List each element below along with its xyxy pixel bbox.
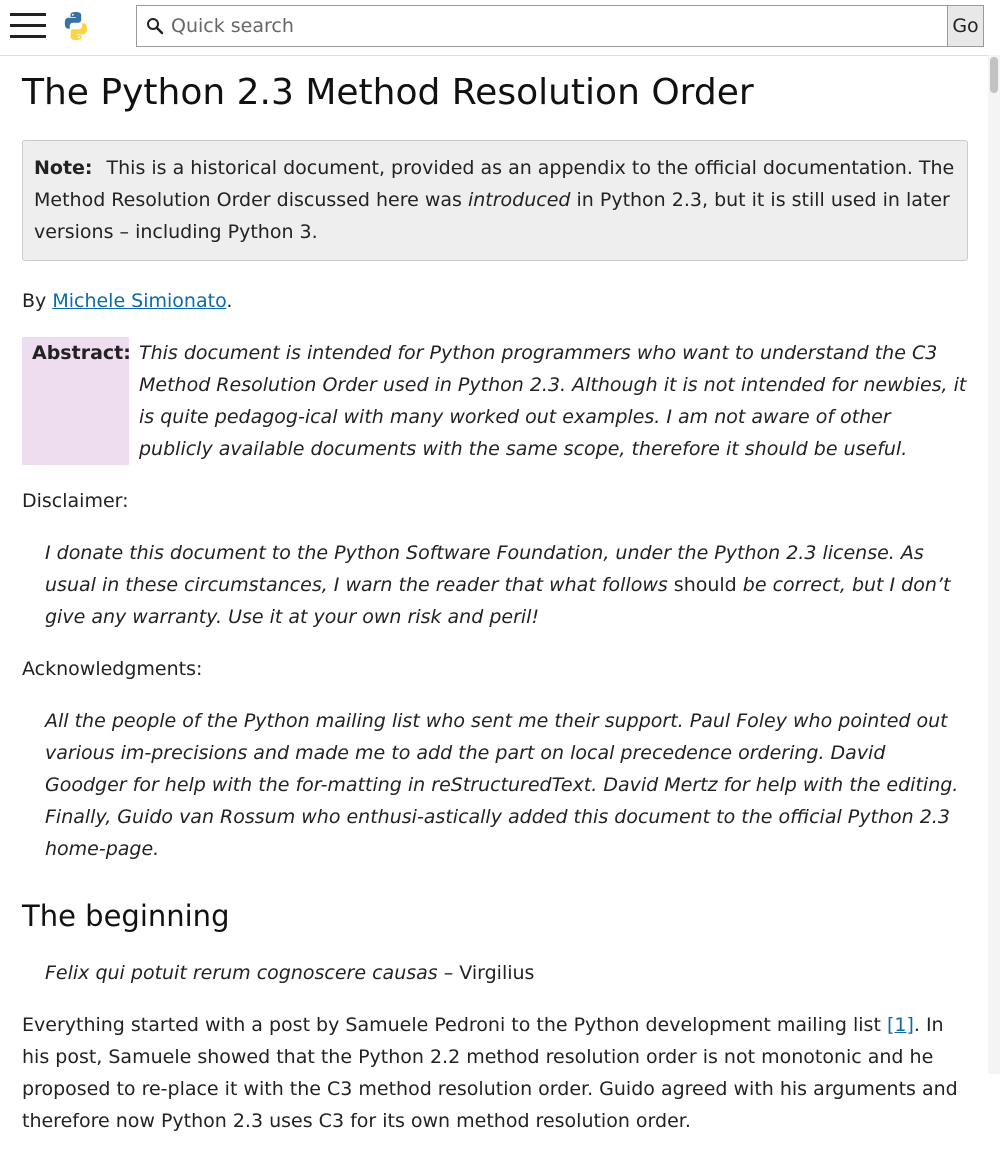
epigraph-attribution: – Virgilius xyxy=(437,962,535,984)
disclaimer-heading: Disclaimer: xyxy=(22,490,129,512)
section-title: The beginning xyxy=(22,899,230,933)
acknowledgments-heading: Acknowledgments: xyxy=(22,658,203,680)
author-link[interactable]: Michele Simionato xyxy=(52,290,227,312)
document-body xyxy=(22,56,968,1157)
footnote-link[interactable]: [1] xyxy=(886,1014,914,1036)
top-navigation-bar xyxy=(0,0,1000,56)
byline-suffix: . xyxy=(226,290,233,312)
paragraph-text-end: . In his post, Samuele showed that the Python 2.2 method resolution order is not monotonic and he proposed to re-place it with the C3 method resolution order. Guido agreed with his arguments and therefore now Python 2.3 uses C3 for its own method resolution order. xyxy=(22,1014,958,1132)
paragraph-text: Everything started with a post by Samuele Pedroni to the Python development mailing list xyxy=(22,1014,887,1036)
disclaimer-text: I donate this document to the Python Software Foundation, under the Python 2.3 license. As usual in these circumstances, I warn the reader that what follows xyxy=(45,542,924,596)
section-paragraph xyxy=(22,1009,968,1137)
hamburger-menu-icon[interactable] xyxy=(10,12,46,40)
go-button[interactable]: Go xyxy=(948,5,984,47)
abstract-text: This document is intended for Python programmers who want to understand the C3 Method Resolution Order used in Python 2.3. Although it is not intended for newbies, it is quite pedagog-ical with many worked out examples. I am not aware of other publicly available documents with the same scope, therefore it should be useful. xyxy=(139,342,967,460)
note-emphasis: introduced xyxy=(467,189,571,211)
epigraph xyxy=(45,957,968,989)
byline xyxy=(22,285,968,317)
abstract xyxy=(22,337,968,465)
note-admonition xyxy=(22,140,968,261)
page-title: The Python 2.3 Method Resolution Order xyxy=(22,72,754,113)
note-text-end: in Python 2.3, but it is still used in later versions – including Python 3. xyxy=(34,189,950,243)
disclaimer-text-end: be correct, but I don’t give any warranty. Use it at your own risk and peril! xyxy=(45,574,951,628)
note-label: Note: xyxy=(34,157,93,179)
byline-prefix: By xyxy=(22,290,53,312)
disclaimer-quote xyxy=(45,537,968,633)
python-logo[interactable] xyxy=(60,10,92,42)
acknowledgments-quote: All the people of the Python mailing list who sent me their support. Paul Foley who pointed out various im-precisions and made me to add the part on local precedence ordering. David Goodger for help with the for-matting in reStructuredText. David Mertz for help with the editing. Finally, Guido van Rossum who enthusi-astically added this document to the official Python 2.3 home-page. xyxy=(45,710,959,860)
abstract-label: Abstract: xyxy=(22,337,129,465)
note-text: This is a historical document, provided as an appendix to the official documentation. The Method Resolution Order discussed here was xyxy=(34,157,955,211)
search-box xyxy=(136,5,948,47)
disclaimer-upright: should xyxy=(673,574,737,596)
scrollbar-thumb[interactable] xyxy=(990,57,998,93)
epigraph-text: Felix qui potuit rerum cognoscere causas xyxy=(45,962,438,984)
search-icon xyxy=(146,17,164,35)
search-input[interactable] xyxy=(171,6,941,46)
scrollbar[interactable] xyxy=(988,55,1000,1074)
